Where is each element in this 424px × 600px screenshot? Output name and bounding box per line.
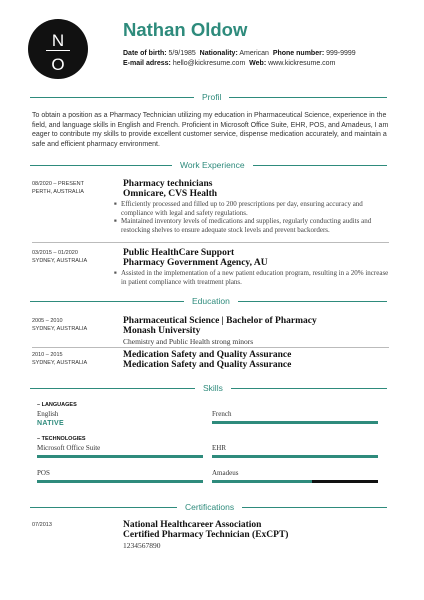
job-2-company: Pharmacy Government Agency, AU (123, 258, 268, 268)
job-2-title: Public HealthCare Support (123, 248, 235, 258)
skill-french-bar (212, 421, 378, 424)
profile-text: To obtain a position as a Pharmacy Technician utilizing my education in Pharmaceutical Science, experience in the field, and language skills in English and French. Proficient in Microsoft Office Suite, EHR, POS, and Amadeus, I am eager to contribute my skills to provide excellent customer service, dispense medication accurately, and maintain a safe and efficient pharmacy environment. (32, 112, 389, 148)
edu-2-dates: 2010 – 2015 (32, 352, 63, 358)
edu-1-school: Monash University (123, 326, 201, 336)
cert-1-id: 1234567890 (123, 541, 161, 550)
web-value[interactable]: www.kickresume.com (268, 60, 336, 67)
skill-french-fill (212, 421, 378, 424)
cert-1-date: 07/2013 (32, 522, 52, 528)
edu-2-location: SYDNEY, AUSTRALIA (32, 360, 88, 366)
skill-amadeus-bar (212, 480, 378, 483)
dob-value: 5/9/1985 (168, 50, 196, 57)
email-value[interactable]: hello@kickresume.com (172, 60, 246, 67)
skill-ehr-fill (212, 455, 378, 458)
web-label: Web: (249, 60, 267, 67)
avatar-initial-first: N (51, 31, 65, 50)
dob-label: Date of birth: (123, 50, 167, 57)
list-item: ■ Efficiently processed and filled up to 200 prescriptions per day, ensuring accuracy and compliance with legal and safety regulations. (114, 200, 389, 217)
job-1-company: Omnicare, CVS Health (123, 189, 218, 199)
phone-value: 999-9999 (326, 50, 356, 57)
skill-ehr-name: EHR (212, 444, 226, 452)
skill-amadeus-name: Amadeus (212, 469, 239, 477)
skill-office-name: Microsoft Office Suite (37, 444, 101, 452)
job-2-bullets (114, 269, 389, 286)
job-2-dates: 03/2015 – 01/2020 (32, 250, 78, 256)
languages-label: – LANGUAGES (37, 402, 77, 408)
education-heading: Education (184, 296, 238, 306)
job-1-bullets (114, 200, 389, 234)
edu-2-title: Medication Safety and Quality Assurance (123, 350, 292, 360)
avatar-divider (46, 50, 70, 51)
avatar (28, 19, 88, 79)
personal-info-row-1 (123, 49, 356, 58)
skill-pos-name: POS (37, 469, 50, 477)
edu-1-dates: 2005 – 2010 (32, 318, 63, 324)
avatar-initial-last: O (51, 55, 65, 74)
profile-heading: Profil (194, 92, 229, 102)
job-separator (32, 242, 389, 243)
education-separator (32, 347, 389, 348)
personal-info-row-2 (123, 59, 335, 68)
edu-2-school: Medication Safety and Quality Assurance (123, 360, 292, 370)
skill-pos-fill (37, 480, 203, 483)
edu-1-location: SYDNEY, AUSTRALIA (32, 326, 88, 332)
skill-office-fill (37, 455, 203, 458)
technologies-label: – TECHNOLOGIES (37, 436, 86, 442)
nationality-value: American (239, 50, 269, 57)
list-item: ■ Assisted in the implementation of a new patient education program, resulting in a 20% increase in patient compliance with treatment plans. (114, 269, 389, 286)
experience-heading: Work Experience (172, 160, 253, 170)
edu-1-note: Chemistry and Public Health strong minors (123, 337, 254, 346)
nationality-label: Nationality: (199, 50, 238, 57)
candidate-name: Nathan Oldow (123, 19, 248, 40)
cert-1-org: National Healthcareer Association (123, 520, 262, 530)
skill-french-name: French (212, 410, 232, 418)
list-item: ■ Maintained inventory levels of medications and supplies, regularly conducting audits and restocking shelves to ensure adequate stock levels and prevent backorders. (114, 217, 389, 234)
skill-office-bar (37, 455, 203, 458)
skill-english-name: English (37, 410, 59, 418)
skill-english-level: NATIVE (37, 420, 64, 427)
cert-1-name: Certified Pharmacy Technician (ExCPT) (123, 530, 289, 540)
skill-amadeus-fill (212, 480, 312, 483)
certifications-heading: Certifications (177, 502, 242, 512)
phone-label: Phone number: (272, 50, 325, 57)
job-1-dates: 08/2020 – PRESENT (32, 181, 84, 187)
skill-pos-bar (37, 480, 203, 483)
job-1-location: PERTH, AUSTRALIA (32, 189, 84, 195)
email-label: E-mail adress: (123, 60, 171, 67)
job-1-title: Pharmacy technicians (123, 179, 213, 189)
skill-ehr-bar (212, 455, 378, 458)
job-2-location: SYDNEY, AUSTRALIA (32, 258, 88, 264)
skills-heading: Skills (195, 383, 231, 393)
edu-1-title: Pharmaceutical Science | Bachelor of Pharmacy (123, 316, 317, 326)
